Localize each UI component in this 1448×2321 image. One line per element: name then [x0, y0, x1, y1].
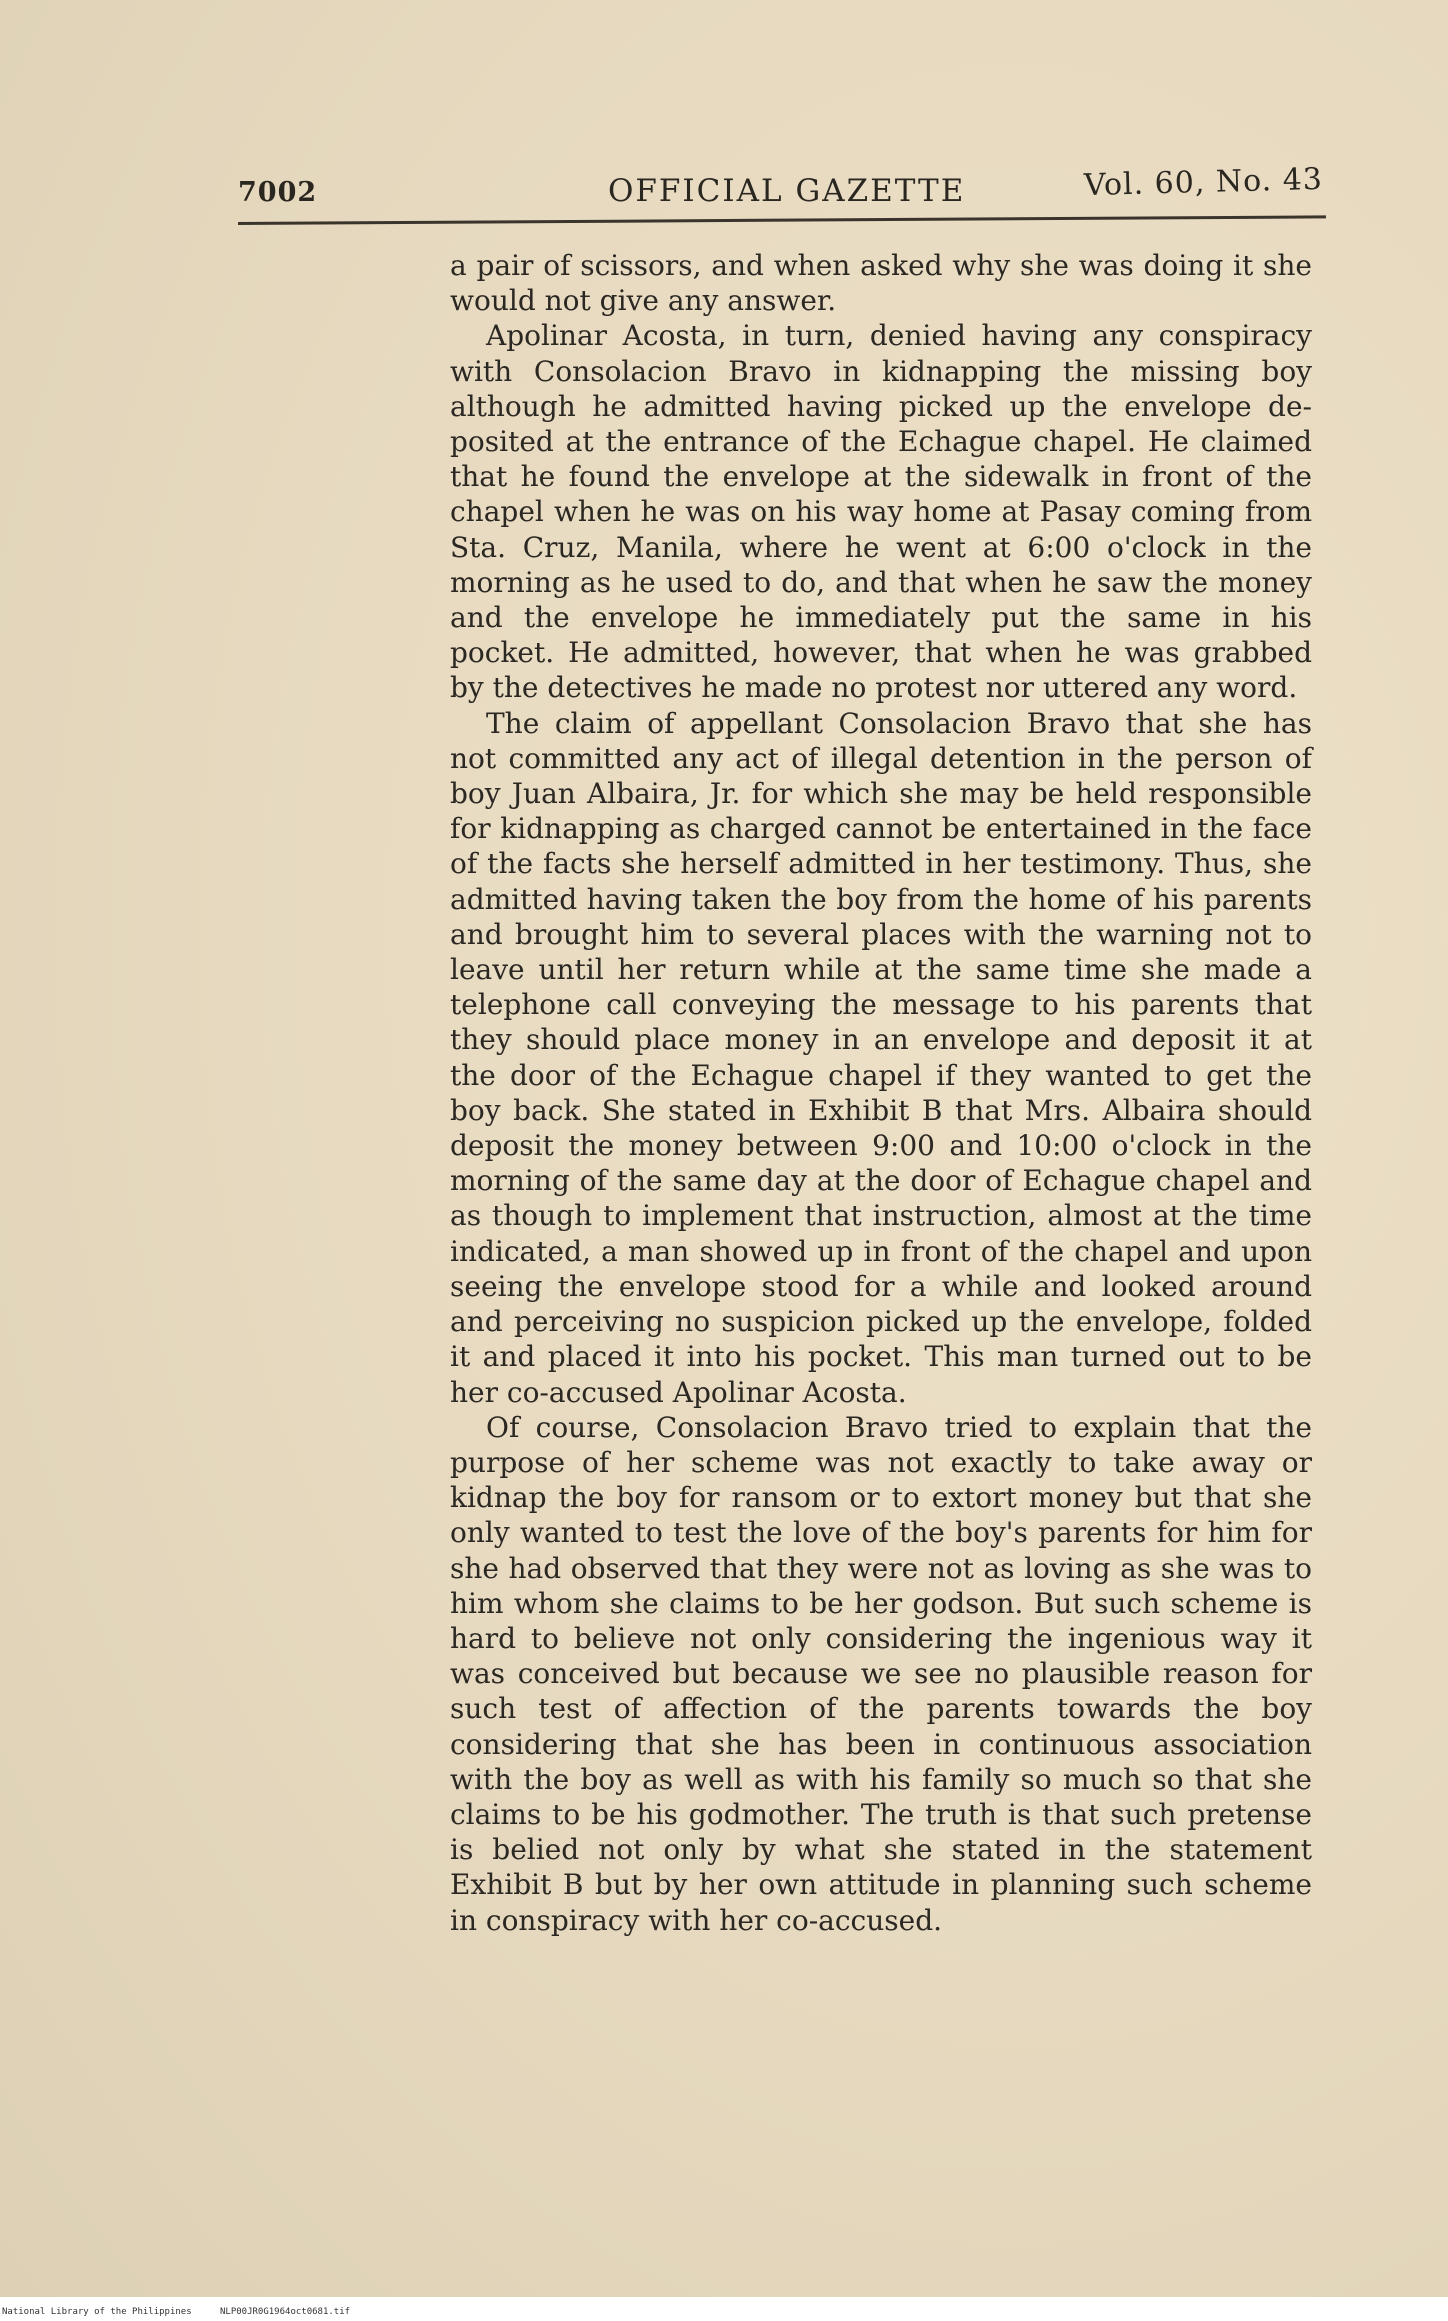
article-body — [450, 248, 1312, 1938]
scan-footer-strip — [0, 2297, 1448, 2321]
header-rule — [238, 215, 1326, 225]
page-header — [238, 161, 1324, 215]
paragraph-acosta-denial: Apolinar Acosta, in turn, denied having any conspiracy with Consolacion Bravo in kidnapping the missing boy although he admitted having picked up the envelope deposited at the entrance of the Echague chapel. He claimed that he found the envelope at the sidewalk in front of the chapel when he was on his way home at Pasay coming from Sta. Cruz, Manila, where he went at 6:00 o'clock in the morning as he used to do, and that when he saw the money and the envelope he immediately put the same in his pocket. He admitted, however, that when he was grabbed by the detectives he made no protest nor uttered any word. — [450, 319, 1312, 705]
publication-title: OFFICIAL GAZETTE — [608, 173, 966, 209]
volume-number: Vol. 60, No. 43 — [1083, 161, 1324, 204]
scan-filename: NLP00JR0G1964oct0681.tif — [220, 2307, 351, 2317]
library-credit: National Library of the Philippines — [2, 2307, 192, 2317]
page-number: 7002 — [238, 177, 318, 208]
paragraph-continued: a pair of scissors, and when asked why she was doing it she would not give any answer. — [450, 249, 1312, 318]
paragraph-scheme-explanation: Of course, Consolacion Bravo tried to explain that the purpose of her scheme was not exactly to take away or kidnap the boy for ransom or to extort money but that she only wanted to test the love of the boy's parents for him for she had observed that they were not as loving as she was to him whom she claims to be her godson. But such scheme is hard to believe not only considering the ingenious way it was conceived but because we see no plausible reason for such test of affection of the parents towards the boy considering that she has been in continuous association with the boy as well as with his family so much so that she claims to be his godmother. The truth is that such pretense is belied not only by what she stated in the statement Exhibit B but by her own attitude in planning such scheme in conspiracy with her co-accused. — [450, 1410, 1312, 1937]
paragraph-bravo-claim: The claim of appellant Consolacion Bravo that she has not committed any act of illegal detention in the person of boy Juan Albaira, Jr. for which she may be held responsible for kidnapping as charged cannot be entertained in the face of the facts she herself admitted in her testimony. Thus, she admitted having taken the boy from the home of his parents and brought him to several places with the warning not to leave until her return while at the same time she made a telephone call conveying the message to his parents that they should place money in an envelope and deposit it at the door of the Echague chapel if they wanted to get the boy back. She stated in Exhibit B that Mrs. Albaira should deposit the money between 9:00 and 10:00 o'clock in the morning of the same day at the door of Echague chapel and as though to implement that instruction, almost at the time indicated, a man showed up in front of the chapel and upon seeing the envelope stood for a while and looked around and perceiving no suspicion picked up the envelope, folded it and placed it into his pocket. This man turned out to be her co-accused Apolinar Acosta. — [450, 706, 1312, 1409]
